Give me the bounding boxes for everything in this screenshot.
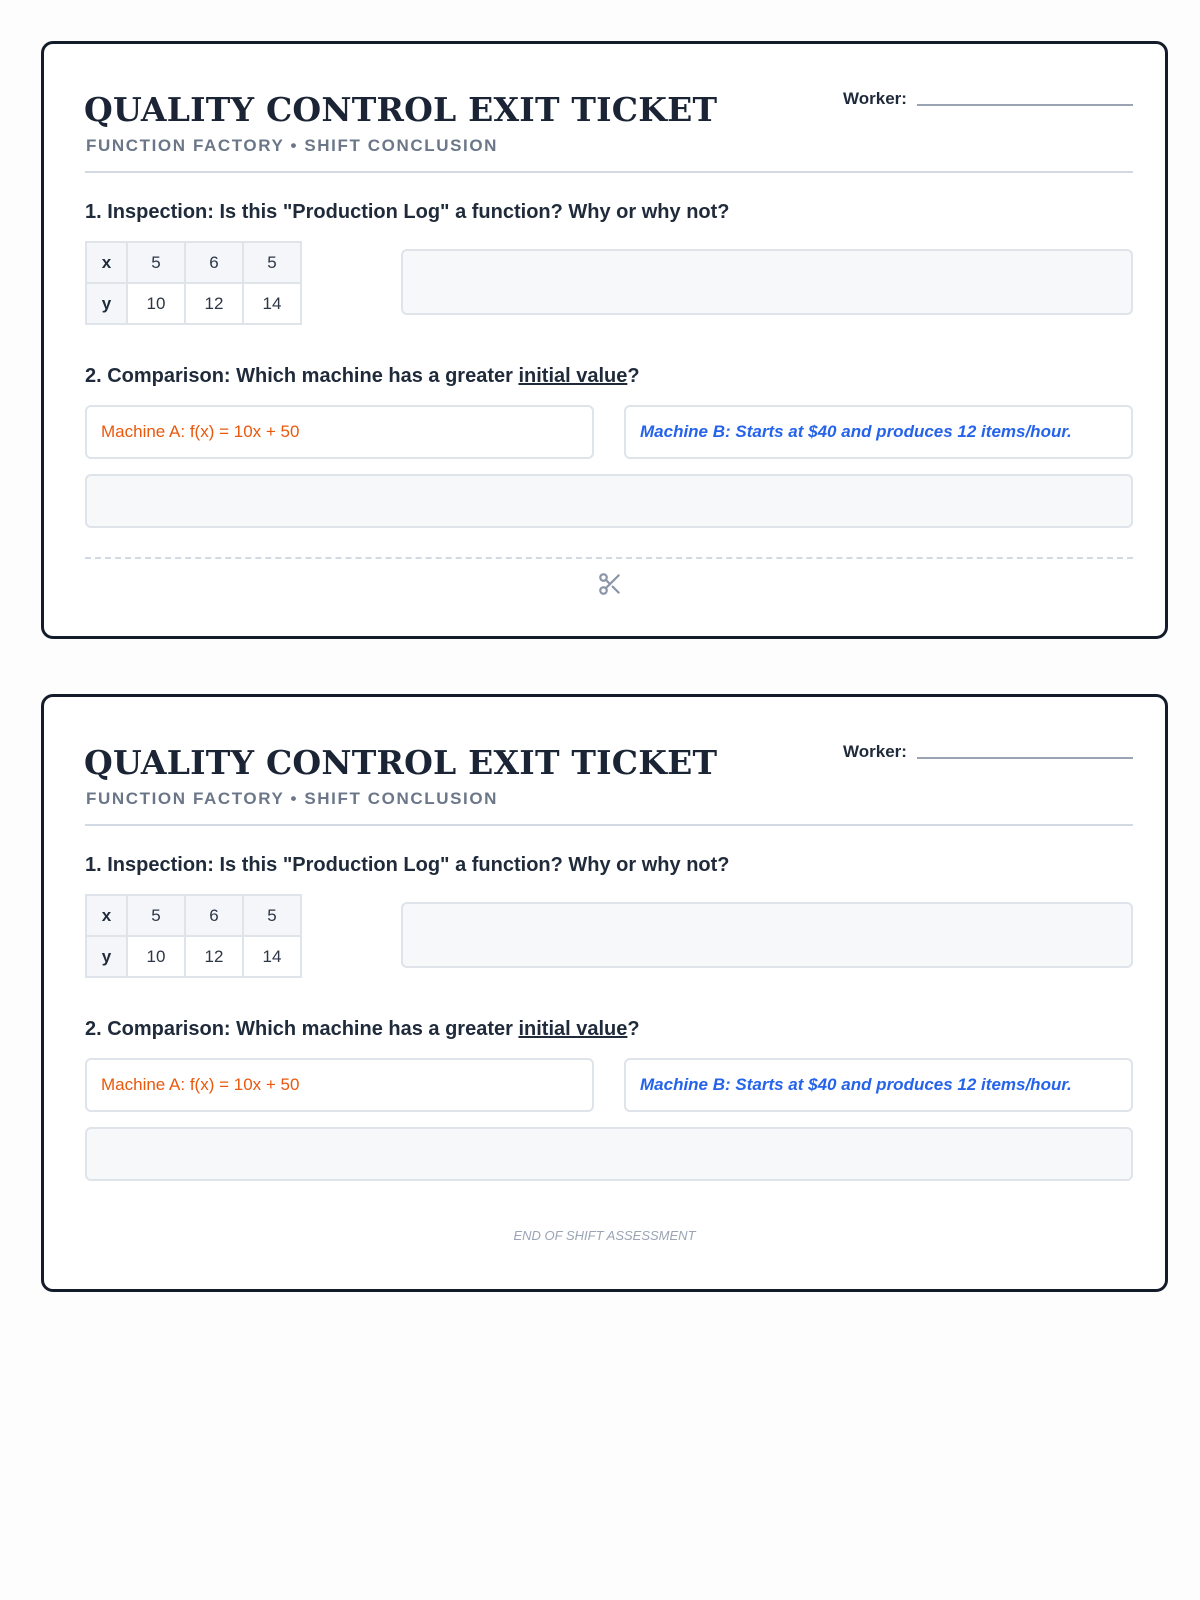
table-cell: 5 <box>243 895 301 936</box>
question-2 <box>85 1018 640 1041</box>
machine-b-card <box>624 405 1133 459</box>
machine-b-card <box>624 1058 1133 1112</box>
header-divider <box>85 171 1133 173</box>
header-divider <box>85 824 1133 826</box>
ticket-subtitle: FUNCTION FACTORY • SHIFT CONCLUSION <box>86 136 499 155</box>
machine-a-text: Machine A: f(x) = 10x + 50 <box>101 1075 300 1094</box>
ticket-subtitle: FUNCTION FACTORY • SHIFT CONCLUSION <box>86 789 499 808</box>
production-log-table <box>85 894 302 978</box>
q2-underlined-term: initial value <box>518 1018 628 1040</box>
table-cell: 5 <box>243 242 301 283</box>
exit-ticket-top <box>41 41 1168 639</box>
table-cell: 14 <box>243 936 301 977</box>
table-cell: 5 <box>127 895 185 936</box>
machine-a-card <box>85 405 594 459</box>
machine-a-text: Machine A: f(x) = 10x + 50 <box>101 422 300 441</box>
worker-name-line[interactable] <box>917 757 1133 759</box>
exit-ticket-bottom <box>41 694 1168 1292</box>
table-row <box>86 283 301 324</box>
table-header-y: y <box>86 283 127 324</box>
table-header-x: x <box>86 242 127 283</box>
scissors-icon <box>597 571 623 597</box>
answer-box-q2[interactable] <box>85 1127 1133 1181</box>
q2-suffix: ? <box>627 365 640 387</box>
table-cell: 6 <box>185 242 243 283</box>
machine-b-text: Machine B: Starts at $40 and produces 12 items/hour. <box>640 1075 1072 1094</box>
q2-prefix: 2. Comparison: Which machine has a greater <box>85 365 519 387</box>
table-cell: 5 <box>127 242 185 283</box>
ticket-title: QUALITY CONTROL EXIT TICKET <box>84 743 718 782</box>
question-2 <box>85 365 640 388</box>
table-header-x: x <box>86 895 127 936</box>
answer-box-q1[interactable] <box>401 249 1133 315</box>
table-header-y: y <box>86 936 127 977</box>
footer-label: END OF SHIFT ASSESSMENT <box>513 1228 696 1243</box>
table-cell: 12 <box>185 936 243 977</box>
ticket-title: QUALITY CONTROL EXIT TICKET <box>84 90 718 129</box>
machine-b-text: Machine B: Starts at $40 and produces 12 items/hour. <box>640 422 1072 441</box>
q2-underlined-term: initial value <box>518 365 628 387</box>
question-1: 1. Inspection: Is this "Production Log" a function? Why or why not? <box>85 854 730 876</box>
table-cell: 12 <box>185 283 243 324</box>
cut-line <box>85 557 1133 559</box>
table-row <box>86 242 301 283</box>
table-cell: 6 <box>185 895 243 936</box>
answer-box-q2[interactable] <box>85 474 1133 528</box>
worker-name-line[interactable] <box>917 104 1133 106</box>
table-cell: 10 <box>127 936 185 977</box>
q2-prefix: 2. Comparison: Which machine has a greater <box>85 1018 519 1040</box>
question-1: 1. Inspection: Is this "Production Log" a function? Why or why not? <box>85 201 730 223</box>
table-row <box>86 895 301 936</box>
production-log-table <box>85 241 302 325</box>
machine-a-card <box>85 1058 594 1112</box>
table-cell: 10 <box>127 283 185 324</box>
table-row <box>86 936 301 977</box>
table-cell: 14 <box>243 283 301 324</box>
worker-label: Worker: <box>843 742 907 761</box>
answer-box-q1[interactable] <box>401 902 1133 968</box>
worker-label: Worker: <box>843 89 907 108</box>
q2-suffix: ? <box>627 1018 640 1040</box>
